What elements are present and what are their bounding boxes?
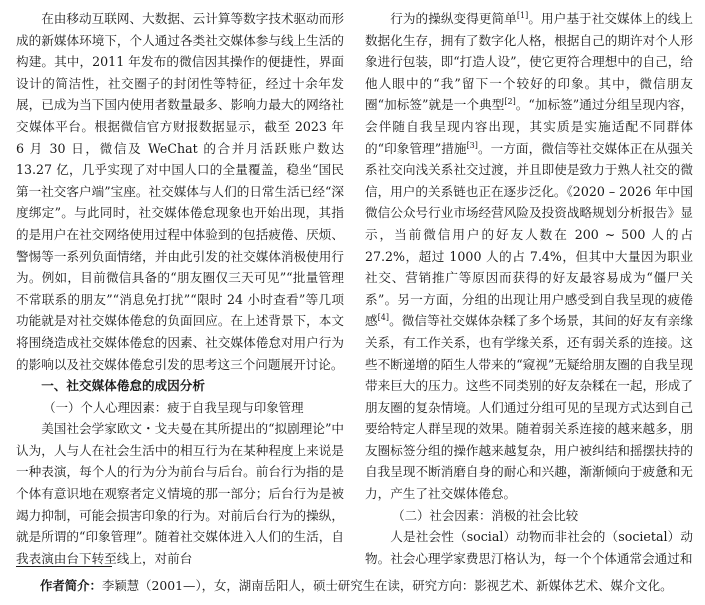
text-segment: 。用户基于社交媒体上的线上数据化生存，拥有了数字化人格，根据自己的期许对个人形象进行包装，即“打造人设”，使它更符合理想中的自己，给他人眼中的“我”留下一个较好的印象。其中，微信朋友圈“加标签”就是一个典型 — [365, 11, 694, 113]
text-segment: 。一方面，微信等社交媒体正在从强关系社交向浅关系社交过渡，并且即使是致力于熟人社交的微信，用户的关系链也正在逐步泛化。《2020 – 2026 年中国微信公众号行业市场经营风险及投资战略规划分析报告》显示，当前微信用户的好友人数在 200 ~ 500 人的占 27.2%，超过 1000 人的占 7.4%，但其中大量因为职业社交、营销推广等原因而获得的好友最容易成为“僵尸关系”。另一方面，分组的出现让用户感受到自我呈现的疲倦感 — [365, 140, 693, 329]
citation-3: [3] — [466, 140, 478, 150]
citation-4: [4] — [377, 313, 390, 323]
text-segment: 。“加标签”通过分组呈现内容，会伴随自我呈现内容出现，其实质是实施适配不同群体的“印象管理”措施 — [365, 97, 693, 156]
text-segment: 行为的操纵变得更简单 — [390, 11, 517, 26]
author-footnote — [40, 576, 672, 596]
right-column — [365, 8, 693, 569]
subsection-heading-2 — [365, 505, 693, 527]
citation-2: [2] — [504, 97, 516, 107]
text-segment: 。微信等社交媒体杂糅了多个场景，其间的好友有亲缘关系，有工作关系，也有学缘关系，还有弱关系的连接。这些不断递增的陌生人带来的“窥视”无疑给朋友圈的自我呈现带来巨大的压力。这些不同类别的好友杂糅在一起，形成了朋友圈的复杂情境。人们通过分组可见的呈现方式达到自己要给特定人群呈现的效果。随着弱关系连接的越来越多，朋友圈标签分组的操作越来越复杂，用户被纠结和摇摆扶持的自我呈现不断消磨自身的耐心和兴趣，渐渐倾向于疲惫和无力，产生了社交媒体倦怠。 — [365, 313, 694, 502]
citation-1: [1] — [516, 11, 529, 20]
author-footnote-label: 作者简介： — [40, 578, 102, 593]
body-paragraph-goffman: 美国社会学家欧文・戈夫曼在其所提出的“拟剧理论”中认为，人与人在社会生活中的相互行为在某种程度上来说是一种表演，每个人的行为分为前台与后台。前台行为指的是个体有意识地在观察者定义情境的那一部分；后台行为是被竭力抑制，可能会损害印象的行为。对前后台行为的操纵，就是所谓的“印象管理”。随着社交媒体进入人们的生活，自我表演由台下转至线上，对前台 — [16, 421, 344, 566]
left-column — [16, 8, 344, 569]
body-paragraph-social: 人是社会性（social）动物而非社会的（societal）动物。社会心理学家费思汀格认为，每一个个体通常会通过和 — [365, 529, 693, 566]
body-paragraph-wechat — [365, 8, 693, 505]
subsection-heading-2-text: （二）社会因素：消极的社会比较 — [392, 507, 579, 523]
subsection-heading-1-text: （一）个人心理因素：疲于自我呈现与印象管理 — [43, 399, 304, 415]
footnote-divider — [16, 566, 112, 567]
author-footnote-text: 李颖慧（2001—），女，湖南岳阳人，硕士研究生在读，研究方向：影视艺术、新媒体艺术、媒介文化。 — [101, 578, 673, 593]
subsection-heading-1 — [16, 397, 344, 419]
intro-paragraph: 在由移动互联网、大数据、云计算等数字技术驱动而形成的新媒体环境下，个人通过各类社交媒体参与线上生活的构建。其中，2011 年发布的微信因其操作的便捷性，界面设计的简洁性，社交圈子的封闭性等特征，经过十余年发展，已成为当下国内使用者数量最多、影响力最大的网络社交媒体平台。根据微信官方财报数据显示，截至 2023 年 6 月 30 日，微信及 WeChat 的合并月活跃账户数达 13.27 亿，几乎实现了对中国人口的全量覆盖，稳坐“国民第一社交客户端”宝座。社交媒体与人们的日常生活已经“深度绑定”。与此同时，社交媒体倦怠现象也开始出现，其指的是用户在社交网络使用过程中体验到的包括疲倦、厌烦、警惕等一系列负面情绪，并由此引发的社交媒体消极使用行为。例如，目前微信具备的“朋友圈仅三天可见”“批量管理不常联系的朋友”“消息免打扰”“限时 24 小时查看”等几项功能就是对社交媒体倦怠的负面回应。在上述背景下，本文将围绕造成社交媒体倦怠的因素、社交媒体倦怠对用户行为的影响以及社交媒体倦怠引发的思考这三个问题展开讨论。 — [16, 11, 344, 372]
section-heading: 一、社交媒体倦怠的成因分析 — [41, 378, 205, 394]
